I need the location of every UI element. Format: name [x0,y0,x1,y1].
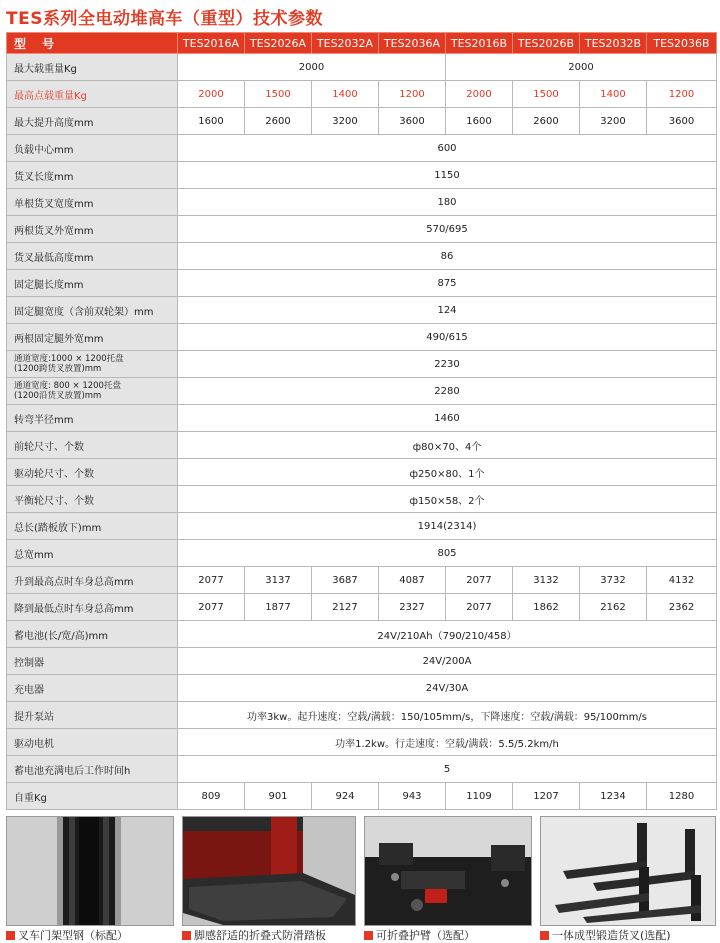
forks-photo [540,816,716,926]
row-label: 自重Kg [7,783,178,810]
row-work-time [7,756,717,783]
cell-value: 1150 [178,162,717,189]
arm-guard-photo [364,816,532,926]
cell-value: 24V/210Ah（790/210/458） [178,621,717,648]
header-row [7,33,717,54]
cell-value: 490/615 [178,324,717,351]
cell-value: 1500 [513,81,580,108]
row-label: 最大提升高度mm [7,108,178,135]
cell-value: ф80×70、4个 [178,432,717,459]
forks-image [541,817,715,925]
model-name: TES2032B [580,33,647,54]
cell-value: 1600 [446,108,513,135]
model-name: TES2026B [513,33,580,54]
cell-value: 2162 [580,594,647,621]
row-label-line: 通道宽度:1000 × 1200托盘 [14,354,124,364]
row-load-center [7,135,717,162]
row-label: 两根货叉外宽mm [7,216,178,243]
row-label: 平衡轮尺寸、个数 [7,486,178,513]
mast-steel-image [7,817,173,925]
model-name: TES2016A [178,33,245,54]
model-name: TES2036B [647,33,717,54]
cell-value: 2000 [178,81,245,108]
cell-value: 1400 [580,81,647,108]
caption-text: 可折叠护臂（选配） [376,929,475,942]
cell-value: 2077 [178,594,245,621]
cell-value: 180 [178,189,717,216]
row-label: 负载中心mm [7,135,178,162]
cell-value: 3732 [580,567,647,594]
cell-value: 570/695 [178,216,717,243]
row-label: 蓄电池充满电后工作时间h [7,756,178,783]
row-leg-outer [7,324,717,351]
caption-pedal [182,927,326,943]
bullet-square-icon [182,931,191,940]
row-fork-length [7,162,717,189]
caption-text: 叉车门架型钢（标配） [18,929,128,942]
cell-value: 1400 [312,81,379,108]
row-total-length [7,513,717,540]
cell-value: 86 [178,243,717,270]
row-fork-width [7,189,717,216]
cell-value: 1280 [647,783,717,810]
cell-value: 3200 [580,108,647,135]
cell-value: ф150×58、2个 [178,486,717,513]
row-label: 驱动电机 [7,729,178,756]
row-label: 单根货叉宽度mm [7,189,178,216]
cell-value: 5 [178,756,717,783]
row-label-line: (1200跨货叉放置)mm [14,364,102,374]
row-fork-min-height [7,243,717,270]
cell-value: 2077 [178,567,245,594]
cell-value: 3132 [513,567,580,594]
caption-text: 脚感舒适的折叠式防滑踏板 [194,929,326,942]
row-weight [7,783,717,810]
row-height-raised [7,567,717,594]
row-label: 货叉长度mm [7,162,178,189]
cell-value: 1914(2314) [178,513,717,540]
mast-steel-photo [6,816,174,926]
cell-value: 24V/200A [178,648,717,675]
cell-value: 809 [178,783,245,810]
row-fork-outer [7,216,717,243]
row-label: 升到最高点时车身总高mm [7,567,178,594]
caption-mast-steel [6,927,128,943]
cell-value: 901 [245,783,312,810]
row-label: 降到最低点时车身总高mm [7,594,178,621]
row-label: 最高点载重量Kg [7,81,178,108]
row-label: 前轮尺寸、个数 [7,432,178,459]
cell-value: 1109 [446,783,513,810]
cell-value: 1600 [178,108,245,135]
cell-value: 2600 [513,108,580,135]
page-title: TES系列全电动堆高车（重型）技术参数 [6,9,323,29]
cell-value: 1200 [379,81,446,108]
row-label: 总长(踏板放下)mm [7,513,178,540]
cell-value: 3600 [647,108,717,135]
caption-arm-guard [364,927,475,943]
cell-value: 4087 [379,567,446,594]
row-label: 两根固定腿外宽mm [7,324,178,351]
row-leg-width [7,297,717,324]
row-pump [7,702,717,729]
caption-forks [540,927,671,943]
cell-value: 2000 [446,81,513,108]
model-name: TES2036A [379,33,446,54]
cell-value: 1460 [178,405,717,432]
row-label [7,351,178,378]
cell-value: 875 [178,270,717,297]
cell-value: 3200 [312,108,379,135]
cell-value: 2327 [379,594,446,621]
row-max-lift [7,108,717,135]
pedal-image [183,817,355,925]
cell-value: 24V/30A [178,675,717,702]
cell-value: 2600 [245,108,312,135]
cell-value: 924 [312,783,379,810]
header-label: 型 号 [7,33,178,54]
row-label [7,378,178,405]
cell-value: 3687 [312,567,379,594]
row-label-line: (1200沿货叉放置)mm [14,391,102,401]
row-rated-load [7,54,717,81]
model-name: TES2026A [245,33,312,54]
row-charger [7,675,717,702]
row-controller [7,648,717,675]
row-front-wheel [7,432,717,459]
cell-value: 1207 [513,783,580,810]
spec-table [6,32,717,810]
row-balance-wheel [7,486,717,513]
row-turning-radius [7,405,717,432]
row-label-line: 通道宽度: 800 × 1200托盘 [14,381,121,391]
cell-value: 2230 [178,351,717,378]
model-name: TES2032A [312,33,379,54]
bullet-square-icon [540,931,549,940]
bullet-square-icon [6,931,15,940]
cell-value-a: 2000 [178,54,446,81]
cell-value: 2077 [446,567,513,594]
row-height-lowered [7,594,717,621]
row-aisle-2 [7,378,717,405]
cell-value: 805 [178,540,717,567]
row-label: 固定腿宽度（含前双轮架）mm [7,297,178,324]
cell-value: 3600 [379,108,446,135]
row-label: 总宽mm [7,540,178,567]
caption-text: 一体成型锻造货叉(选配) [552,929,671,942]
row-label: 驱动轮尺寸、个数 [7,459,178,486]
cell-value: 600 [178,135,717,162]
row-peak-load [7,81,717,108]
photo-strip [6,816,716,942]
cell-value: 2362 [647,594,717,621]
arm-guard-image [365,817,531,925]
row-motor [7,729,717,756]
row-label: 固定腿长度mm [7,270,178,297]
cell-value: 2280 [178,378,717,405]
row-total-width [7,540,717,567]
row-label: 提升泵站 [7,702,178,729]
cell-value: 943 [379,783,446,810]
bullet-square-icon [364,931,373,940]
cell-value: 1862 [513,594,580,621]
cell-value-b: 2000 [446,54,717,81]
cell-value: 2127 [312,594,379,621]
row-label: 货叉最低高度mm [7,243,178,270]
row-label: 转弯半径mm [7,405,178,432]
cell-value: 3137 [245,567,312,594]
cell-value: 1234 [580,783,647,810]
cell-value: 功率3kw。起升速度：空载/满载：150/105mm/s，下降速度：空载/满载：95/100mm/s [178,702,717,729]
cell-value: 124 [178,297,717,324]
row-battery [7,621,717,648]
row-label: 最大载重量Kg [7,54,178,81]
row-label: 蓄电池(长/宽/高)mm [7,621,178,648]
cell-value: 4132 [647,567,717,594]
cell-value: 1200 [647,81,717,108]
row-label: 控制器 [7,648,178,675]
row-label: 充电器 [7,675,178,702]
cell-value: 功率1.2kw。行走速度：空载/满载：5.5/5.2km/h [178,729,717,756]
cell-value: 1877 [245,594,312,621]
row-aisle-1 [7,351,717,378]
cell-value: ф250×80、1个 [178,459,717,486]
cell-value: 2077 [446,594,513,621]
row-drive-wheel [7,459,717,486]
model-name: TES2016B [446,33,513,54]
row-leg-length [7,270,717,297]
cell-value: 1500 [245,81,312,108]
pedal-photo [182,816,356,926]
